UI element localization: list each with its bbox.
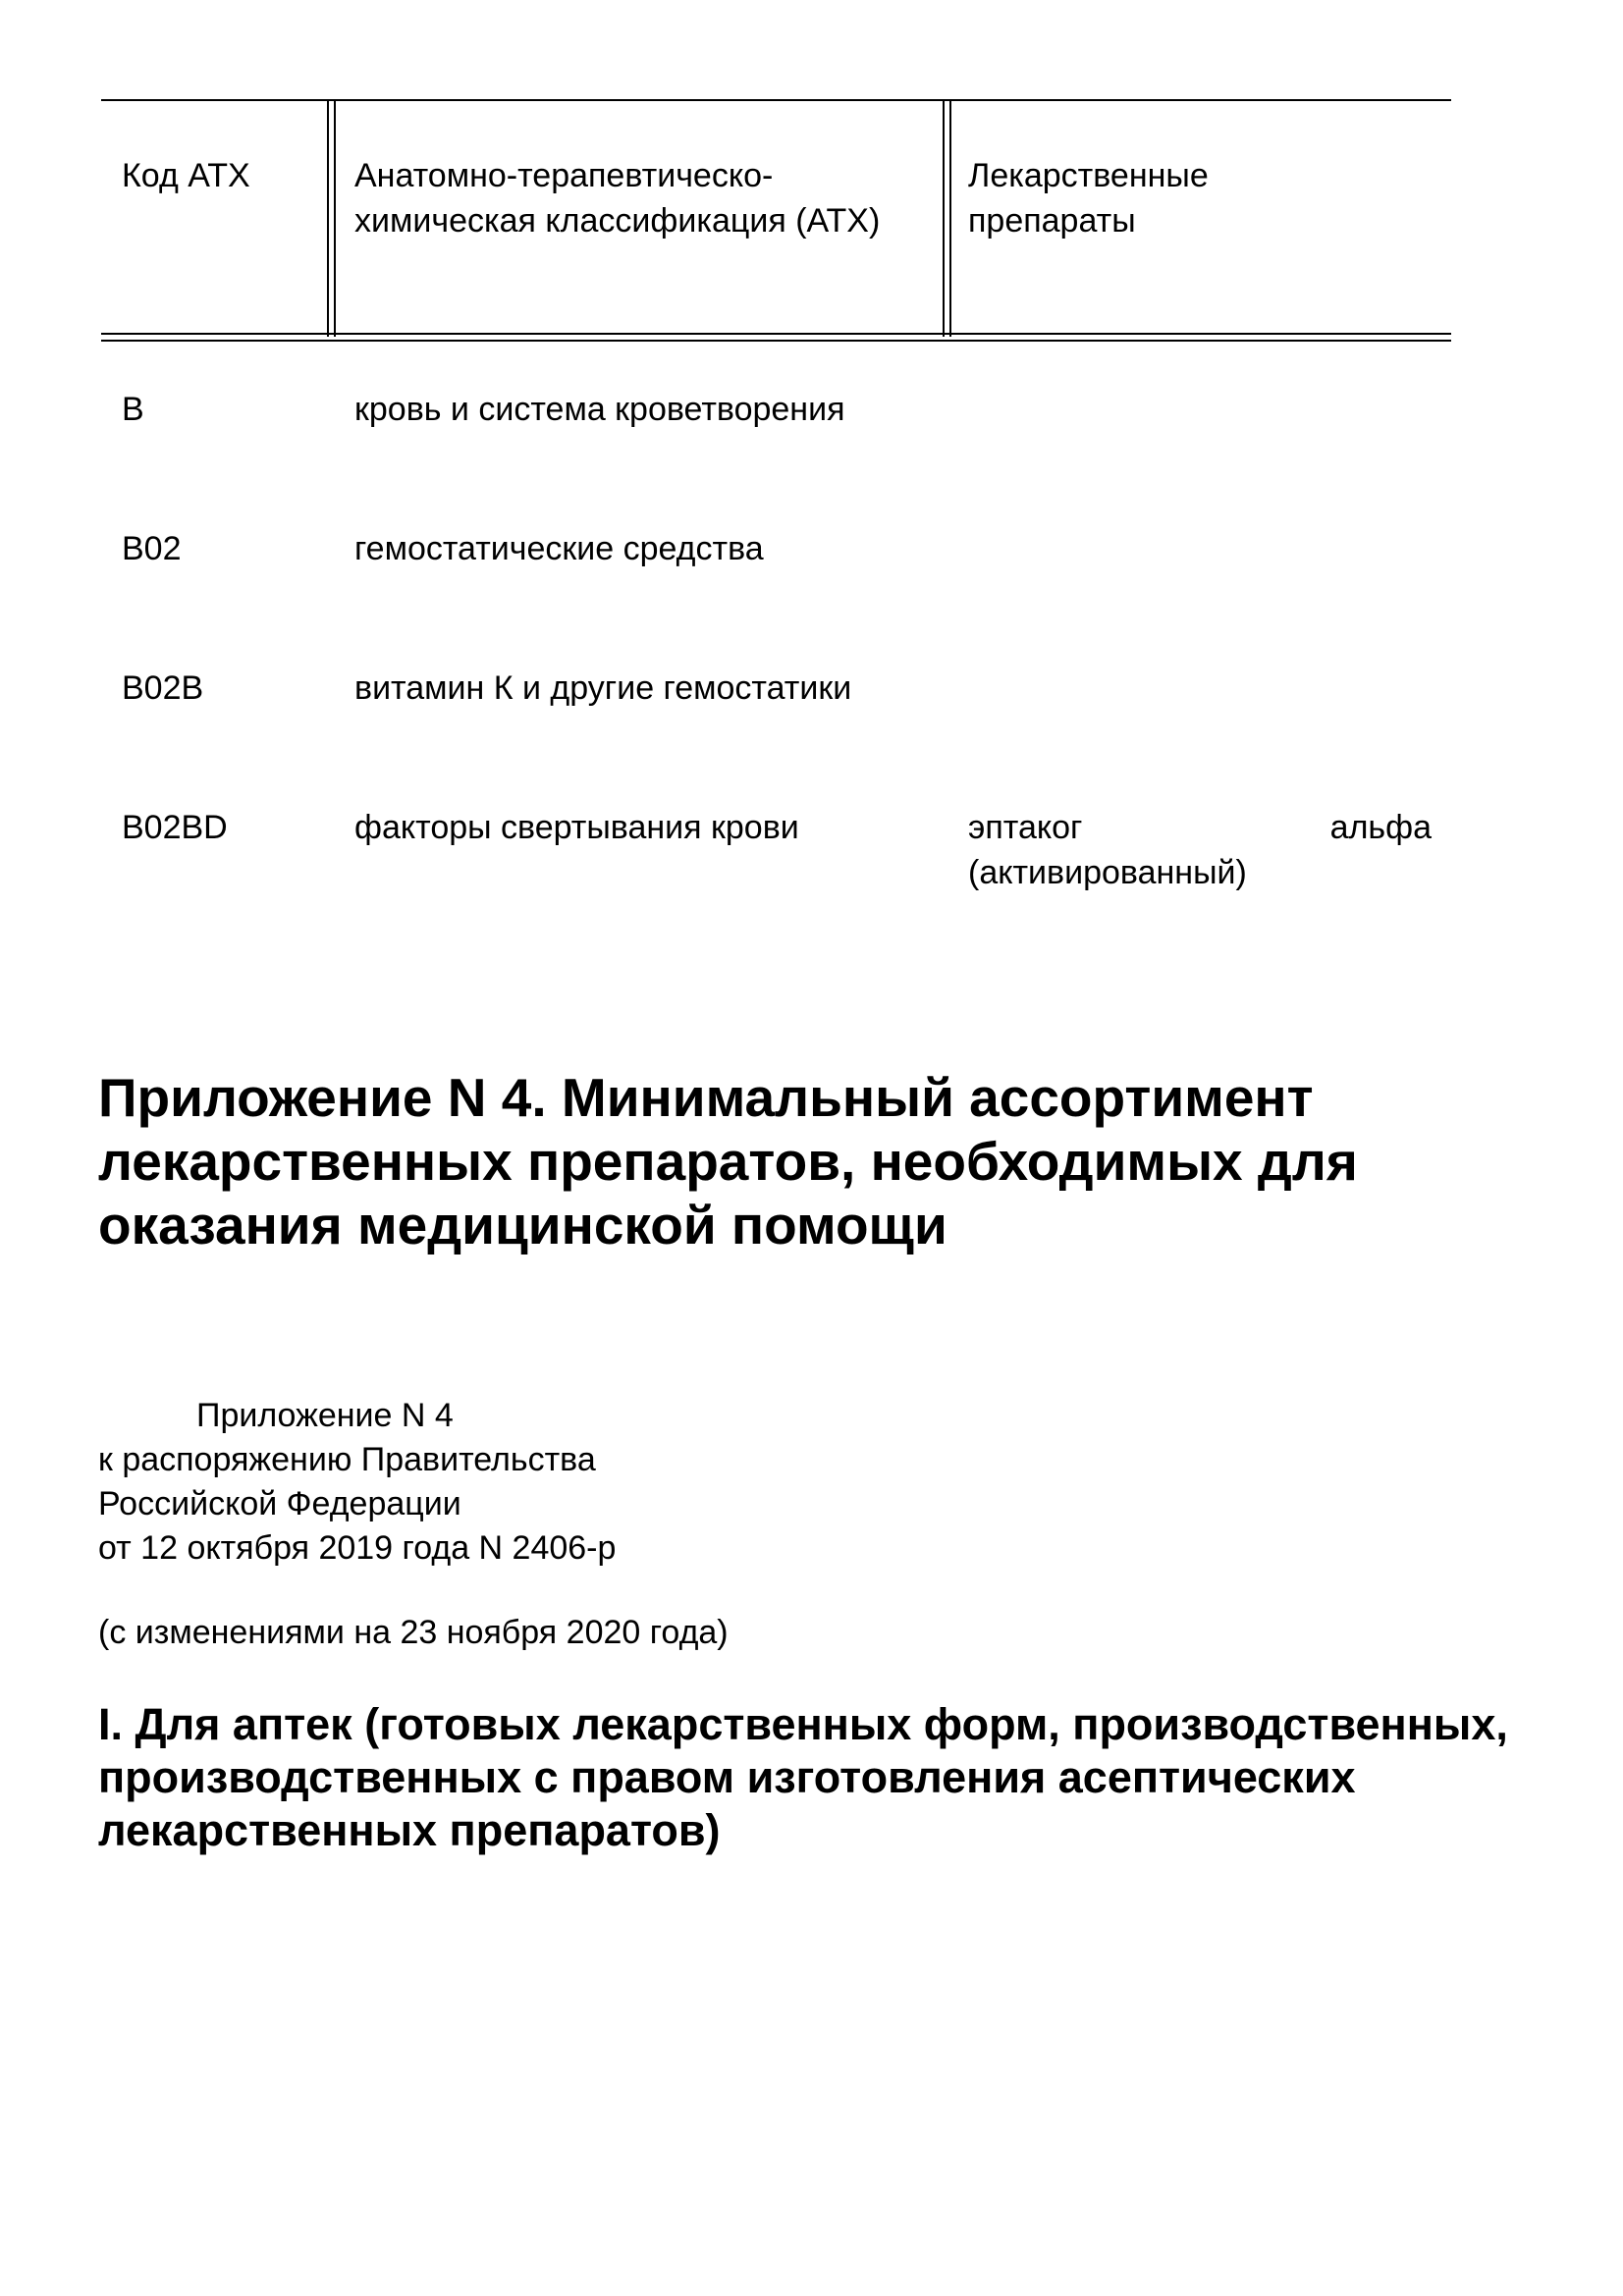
column-divider-1a xyxy=(327,101,329,337)
row-atc-classification: витамин К и другие гемостатики xyxy=(354,669,852,707)
column-divider-1b xyxy=(334,101,336,337)
appendix-title: Приложение N 4. Минимальный ассортимент лекарственных препаратов, необходимых для оказания медицинской помощи xyxy=(98,1067,1358,1255)
row-atc-code: B02BD xyxy=(122,809,228,846)
row-atc-code: B02 xyxy=(122,530,182,567)
appendix-line: от 12 октября 2019 года N 2406-р xyxy=(98,1529,617,1567)
table-header-bottom-border-2 xyxy=(101,340,1451,342)
row-drugs: эптаког альфа (активированный) xyxy=(968,809,1432,891)
table-header-bottom-border-1 xyxy=(101,333,1451,335)
header-atc-code: Код АТХ xyxy=(122,157,250,194)
appendix-line: к распоряжению Правительства xyxy=(98,1441,596,1478)
row-atc-code: B xyxy=(122,391,144,428)
changes-note: (с изменениями на 23 ноября 2020 года) xyxy=(98,1614,729,1651)
column-divider-2b xyxy=(949,101,951,337)
row-atc-code: B02B xyxy=(122,669,204,707)
header-drugs: Лекарственные препараты xyxy=(968,157,1209,240)
appendix-line: Приложение N 4 xyxy=(196,1397,454,1434)
row-atc-classification: факторы свертывания крови xyxy=(354,809,799,846)
appendix-line: Российской Федерации xyxy=(98,1485,461,1522)
table-top-border xyxy=(101,99,1451,101)
header-atc-classification: Анатомно-терапевтическо-химическая классификация (АТХ) xyxy=(354,157,881,240)
row-atc-classification: гемостатические средства xyxy=(354,530,764,567)
appendix-reference xyxy=(98,1394,982,1571)
section-title: I. Для аптек (готовых лекарственных форм, производственных, производственных с правом изготовления асептических лекарственных препаратов) xyxy=(98,1699,1508,1855)
column-divider-2a xyxy=(943,101,945,337)
row-atc-classification: кровь и система кроветворения xyxy=(354,391,845,428)
table-header xyxy=(101,99,1451,343)
